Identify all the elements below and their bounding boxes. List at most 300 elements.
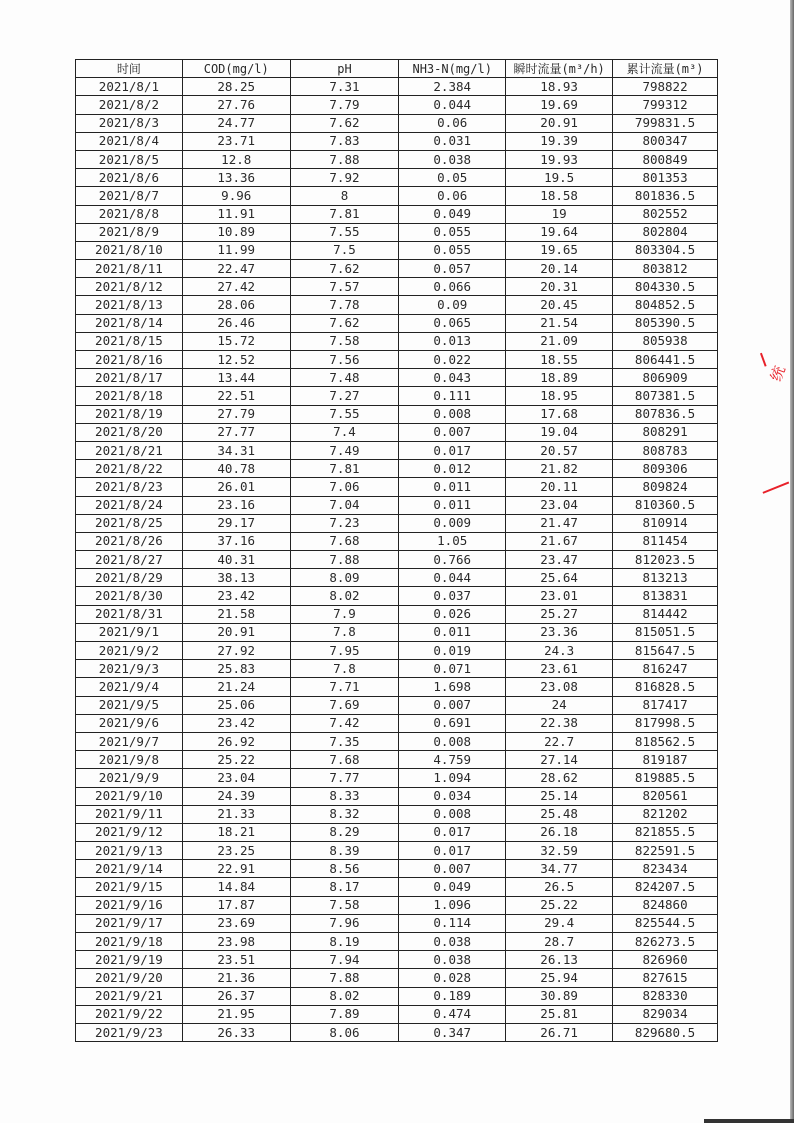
cell-instant-flow: 23.47	[506, 551, 613, 569]
cell-cumulative-flow: 809306	[613, 460, 718, 478]
cell-cumulative-flow: 814442	[613, 605, 718, 623]
cell-cumulative-flow: 813831	[613, 587, 718, 605]
cell-ph: 8.06	[290, 1023, 399, 1041]
cell-nh3n: 0.017	[399, 842, 506, 860]
table-row	[76, 387, 718, 405]
table-row	[76, 587, 718, 605]
cell-nh3n: 0.044	[399, 569, 506, 587]
cell-date: 2021/9/6	[76, 714, 183, 732]
cell-instant-flow: 19.64	[506, 223, 613, 241]
table-row	[76, 132, 718, 150]
cell-nh3n: 0.007	[399, 860, 506, 878]
cell-instant-flow: 19.93	[506, 150, 613, 168]
table-row	[76, 405, 718, 423]
cell-date: 2021/8/22	[76, 460, 183, 478]
cell-cumulative-flow: 824860	[613, 896, 718, 914]
cell-ph: 7.5	[290, 241, 399, 259]
cell-nh3n: 0.189	[399, 987, 506, 1005]
cell-date: 2021/9/7	[76, 732, 183, 750]
table-row	[76, 933, 718, 951]
cell-instant-flow: 19.39	[506, 132, 613, 150]
cell-nh3n: 0.026	[399, 605, 506, 623]
cell-date: 2021/9/22	[76, 1005, 183, 1023]
cell-cumulative-flow: 820561	[613, 787, 718, 805]
cell-cod: 26.33	[182, 1023, 290, 1041]
cell-date: 2021/8/10	[76, 241, 183, 259]
header-date: 时间	[76, 60, 183, 78]
cell-cumulative-flow: 812023.5	[613, 551, 718, 569]
cell-cod: 12.52	[182, 351, 290, 369]
cell-cumulative-flow: 803812	[613, 260, 718, 278]
cell-date: 2021/9/14	[76, 860, 183, 878]
cell-date: 2021/9/20	[76, 969, 183, 987]
cell-cod: 10.89	[182, 223, 290, 241]
cell-ph: 7.88	[290, 551, 399, 569]
cell-cod: 24.39	[182, 787, 290, 805]
cell-cod: 28.25	[182, 78, 290, 96]
cell-cod: 21.58	[182, 605, 290, 623]
table-row	[76, 1023, 718, 1041]
cell-ph: 7.42	[290, 714, 399, 732]
cell-date: 2021/9/5	[76, 696, 183, 714]
table-row	[76, 478, 718, 496]
cell-instant-flow: 26.18	[506, 823, 613, 841]
cell-ph: 8.29	[290, 823, 399, 841]
cell-ph: 7.95	[290, 642, 399, 660]
header-instant-flow: 瞬时流量(m³/h)	[506, 60, 613, 78]
cell-cumulative-flow: 827615	[613, 969, 718, 987]
cell-cumulative-flow: 821202	[613, 805, 718, 823]
cell-cumulative-flow: 826960	[613, 951, 718, 969]
cell-instant-flow: 19.65	[506, 241, 613, 259]
cell-nh3n: 1.094	[399, 769, 506, 787]
table-row	[76, 514, 718, 532]
cell-ph: 7.23	[290, 514, 399, 532]
cell-nh3n: 0.011	[399, 623, 506, 641]
cell-nh3n: 0.114	[399, 914, 506, 932]
red-seal-stamp	[760, 345, 794, 505]
cell-date: 2021/8/9	[76, 223, 183, 241]
cell-nh3n: 0.019	[399, 642, 506, 660]
cell-instant-flow: 26.13	[506, 951, 613, 969]
cell-cod: 23.42	[182, 714, 290, 732]
cell-instant-flow: 28.62	[506, 769, 613, 787]
cell-cod: 22.51	[182, 387, 290, 405]
cell-nh3n: 0.065	[399, 314, 506, 332]
cell-cumulative-flow: 801836.5	[613, 187, 718, 205]
cell-nh3n: 0.049	[399, 878, 506, 896]
cell-nh3n: 0.06	[399, 114, 506, 132]
cell-ph: 7.9	[290, 605, 399, 623]
table-body	[76, 78, 718, 1042]
cell-ph: 7.92	[290, 169, 399, 187]
cell-ph: 7.88	[290, 969, 399, 987]
cell-date: 2021/9/17	[76, 914, 183, 932]
cell-nh3n: 0.017	[399, 823, 506, 841]
cell-nh3n: 0.055	[399, 223, 506, 241]
cell-nh3n: 0.043	[399, 369, 506, 387]
cell-cumulative-flow: 817417	[613, 696, 718, 714]
cell-ph: 7.58	[290, 896, 399, 914]
table-row	[76, 96, 718, 114]
cell-date: 2021/8/3	[76, 114, 183, 132]
cell-cod: 29.17	[182, 514, 290, 532]
table-row	[76, 551, 718, 569]
cell-instant-flow: 19.04	[506, 423, 613, 441]
cell-ph: 7.8	[290, 623, 399, 641]
cell-ph: 7.35	[290, 732, 399, 750]
cell-instant-flow: 22.38	[506, 714, 613, 732]
table-row	[76, 605, 718, 623]
cell-date: 2021/8/26	[76, 532, 183, 550]
header-nh3n: NH3-N(mg/l)	[399, 60, 506, 78]
cell-cod: 28.06	[182, 296, 290, 314]
table-row	[76, 423, 718, 441]
cell-ph: 8	[290, 187, 399, 205]
cell-cod: 22.47	[182, 260, 290, 278]
cell-date: 2021/9/10	[76, 787, 183, 805]
cell-cumulative-flow: 825544.5	[613, 914, 718, 932]
cell-ph: 8.39	[290, 842, 399, 860]
cell-instant-flow: 29.4	[506, 914, 613, 932]
cell-cumulative-flow: 824207.5	[613, 878, 718, 896]
table-row	[76, 787, 718, 805]
cell-ph: 7.55	[290, 223, 399, 241]
cell-cod: 34.31	[182, 441, 290, 459]
cell-nh3n: 0.474	[399, 1005, 506, 1023]
header-cumulative-flow: 累计流量(m³)	[613, 60, 718, 78]
cell-instant-flow: 32.59	[506, 842, 613, 860]
cell-ph: 7.56	[290, 351, 399, 369]
cell-instant-flow: 18.55	[506, 351, 613, 369]
cell-cumulative-flow: 819187	[613, 751, 718, 769]
cell-instant-flow: 17.68	[506, 405, 613, 423]
table-row	[76, 878, 718, 896]
cell-date: 2021/8/16	[76, 351, 183, 369]
cell-ph: 7.04	[290, 496, 399, 514]
cell-date: 2021/8/8	[76, 205, 183, 223]
cell-cumulative-flow: 802552	[613, 205, 718, 223]
table-row	[76, 369, 718, 387]
table-row	[76, 642, 718, 660]
cell-cod: 23.98	[182, 933, 290, 951]
cell-cumulative-flow: 809824	[613, 478, 718, 496]
cell-ph: 8.32	[290, 805, 399, 823]
header-cod: COD(mg/l)	[182, 60, 290, 78]
cell-ph: 8.02	[290, 987, 399, 1005]
cell-cod: 14.84	[182, 878, 290, 896]
cell-date: 2021/9/21	[76, 987, 183, 1005]
cell-instant-flow: 18.58	[506, 187, 613, 205]
cell-nh3n: 0.691	[399, 714, 506, 732]
cell-cumulative-flow: 822591.5	[613, 842, 718, 860]
cell-instant-flow: 20.91	[506, 114, 613, 132]
cell-instant-flow: 21.54	[506, 314, 613, 332]
cell-instant-flow: 20.31	[506, 278, 613, 296]
table-row	[76, 860, 718, 878]
cell-instant-flow: 18.89	[506, 369, 613, 387]
cell-cumulative-flow: 811454	[613, 532, 718, 550]
cell-cumulative-flow: 816247	[613, 660, 718, 678]
table-row	[76, 696, 718, 714]
table-row	[76, 351, 718, 369]
cell-cumulative-flow: 799831.5	[613, 114, 718, 132]
cell-ph: 7.48	[290, 369, 399, 387]
cell-date: 2021/8/31	[76, 605, 183, 623]
cell-nh3n: 0.071	[399, 660, 506, 678]
table-row	[76, 187, 718, 205]
cell-nh3n: 0.028	[399, 969, 506, 987]
table-row	[76, 314, 718, 332]
cell-cod: 21.36	[182, 969, 290, 987]
table-row	[76, 914, 718, 932]
cell-date: 2021/8/5	[76, 150, 183, 168]
cell-date: 2021/8/7	[76, 187, 183, 205]
cell-nh3n: 0.055	[399, 241, 506, 259]
table-row	[76, 78, 718, 96]
cell-cumulative-flow: 807836.5	[613, 405, 718, 423]
cell-date: 2021/8/29	[76, 569, 183, 587]
cell-ph: 7.78	[290, 296, 399, 314]
cell-cod: 26.37	[182, 987, 290, 1005]
cell-date: 2021/8/11	[76, 260, 183, 278]
cell-date: 2021/8/13	[76, 296, 183, 314]
cell-nh3n: 0.06	[399, 187, 506, 205]
cell-cod: 27.77	[182, 423, 290, 441]
cell-instant-flow: 23.36	[506, 623, 613, 641]
cell-cod: 40.31	[182, 551, 290, 569]
cell-instant-flow: 26.5	[506, 878, 613, 896]
cell-nh3n: 0.008	[399, 405, 506, 423]
table-row	[76, 441, 718, 459]
cell-cod: 26.46	[182, 314, 290, 332]
cell-date: 2021/8/6	[76, 169, 183, 187]
cell-date: 2021/9/19	[76, 951, 183, 969]
table-row	[76, 896, 718, 914]
cell-nh3n: 4.759	[399, 751, 506, 769]
cell-ph: 7.69	[290, 696, 399, 714]
cell-ph: 7.81	[290, 205, 399, 223]
cell-nh3n: 0.009	[399, 514, 506, 532]
cell-date: 2021/9/12	[76, 823, 183, 841]
table-row	[76, 732, 718, 750]
cell-nh3n: 0.034	[399, 787, 506, 805]
cell-instant-flow: 21.47	[506, 514, 613, 532]
cell-cod: 37.16	[182, 532, 290, 550]
cell-ph: 7.94	[290, 951, 399, 969]
table-row	[76, 496, 718, 514]
cell-cod: 9.96	[182, 187, 290, 205]
cell-nh3n: 0.038	[399, 150, 506, 168]
cell-ph: 7.4	[290, 423, 399, 441]
table-row	[76, 169, 718, 187]
cell-cumulative-flow: 815647.5	[613, 642, 718, 660]
cell-cod: 17.87	[182, 896, 290, 914]
cell-cumulative-flow: 804330.5	[613, 278, 718, 296]
cell-cumulative-flow: 802804	[613, 223, 718, 241]
table-row	[76, 951, 718, 969]
table-row	[76, 332, 718, 350]
cell-ph: 7.79	[290, 96, 399, 114]
cell-instant-flow: 30.89	[506, 987, 613, 1005]
cell-cumulative-flow: 829680.5	[613, 1023, 718, 1041]
stamp-arc-bottom	[759, 472, 789, 494]
cell-nh3n: 0.007	[399, 696, 506, 714]
cell-instant-flow: 27.14	[506, 751, 613, 769]
cell-ph: 7.62	[290, 260, 399, 278]
cell-cumulative-flow: 829034	[613, 1005, 718, 1023]
cell-date: 2021/8/1	[76, 78, 183, 96]
cell-date: 2021/8/20	[76, 423, 183, 441]
cell-cod: 25.22	[182, 751, 290, 769]
cell-date: 2021/9/8	[76, 751, 183, 769]
cell-cod: 27.79	[182, 405, 290, 423]
cell-cod: 27.92	[182, 642, 290, 660]
cell-nh3n: 0.007	[399, 423, 506, 441]
cell-ph: 8.19	[290, 933, 399, 951]
table-row	[76, 569, 718, 587]
cell-nh3n: 0.013	[399, 332, 506, 350]
cell-date: 2021/8/18	[76, 387, 183, 405]
cell-cumulative-flow: 804852.5	[613, 296, 718, 314]
cell-cod: 38.13	[182, 569, 290, 587]
cell-date: 2021/9/13	[76, 842, 183, 860]
table-row	[76, 751, 718, 769]
cell-ph: 7.49	[290, 441, 399, 459]
cell-ph: 8.09	[290, 569, 399, 587]
cell-ph: 7.71	[290, 678, 399, 696]
cell-cumulative-flow: 800347	[613, 132, 718, 150]
cell-date: 2021/9/11	[76, 805, 183, 823]
cell-date: 2021/8/15	[76, 332, 183, 350]
cell-cumulative-flow: 801353	[613, 169, 718, 187]
cell-nh3n: 0.031	[399, 132, 506, 150]
cell-instant-flow: 20.45	[506, 296, 613, 314]
cell-ph: 7.8	[290, 660, 399, 678]
cell-cod: 27.76	[182, 96, 290, 114]
cell-nh3n: 2.384	[399, 78, 506, 96]
table-row	[76, 842, 718, 860]
cell-cod: 18.21	[182, 823, 290, 841]
cell-date: 2021/9/23	[76, 1023, 183, 1041]
cell-nh3n: 0.766	[399, 551, 506, 569]
cell-ph: 7.89	[290, 1005, 399, 1023]
cell-cod: 21.95	[182, 1005, 290, 1023]
cell-instant-flow: 18.95	[506, 387, 613, 405]
cell-instant-flow: 25.64	[506, 569, 613, 587]
monitoring-data-table	[75, 59, 718, 1042]
cell-nh3n: 0.057	[399, 260, 506, 278]
cell-date: 2021/8/30	[76, 587, 183, 605]
cell-nh3n: 0.017	[399, 441, 506, 459]
cell-nh3n: 0.05	[399, 169, 506, 187]
table-header-row	[76, 60, 718, 78]
table-row	[76, 714, 718, 732]
cell-cod: 40.78	[182, 460, 290, 478]
cell-cod: 13.36	[182, 169, 290, 187]
table-row	[76, 278, 718, 296]
cell-cod: 23.71	[182, 132, 290, 150]
cell-cumulative-flow: 813213	[613, 569, 718, 587]
cell-cod: 25.83	[182, 660, 290, 678]
cell-instant-flow: 23.01	[506, 587, 613, 605]
table-row	[76, 805, 718, 823]
cell-cumulative-flow: 815051.5	[613, 623, 718, 641]
table-row	[76, 260, 718, 278]
cell-cod: 26.01	[182, 478, 290, 496]
cell-cumulative-flow: 806441.5	[613, 351, 718, 369]
cell-nh3n: 0.022	[399, 351, 506, 369]
cell-instant-flow: 20.11	[506, 478, 613, 496]
cell-cumulative-flow: 826273.5	[613, 933, 718, 951]
cell-instant-flow: 34.77	[506, 860, 613, 878]
cell-instant-flow: 23.08	[506, 678, 613, 696]
cell-ph: 7.96	[290, 914, 399, 932]
cell-cumulative-flow: 818562.5	[613, 732, 718, 750]
cell-cumulative-flow: 810914	[613, 514, 718, 532]
cell-cod: 23.69	[182, 914, 290, 932]
cell-cod: 11.91	[182, 205, 290, 223]
cell-nh3n: 0.011	[399, 496, 506, 514]
table-row	[76, 660, 718, 678]
cell-ph: 7.57	[290, 278, 399, 296]
cell-instant-flow: 19	[506, 205, 613, 223]
cell-cod: 15.72	[182, 332, 290, 350]
scan-border	[790, 0, 794, 1123]
cell-instant-flow: 23.04	[506, 496, 613, 514]
cell-nh3n: 1.096	[399, 896, 506, 914]
cell-date: 2021/8/14	[76, 314, 183, 332]
cell-date: 2021/8/2	[76, 96, 183, 114]
cell-nh3n: 1.05	[399, 532, 506, 550]
cell-ph: 7.62	[290, 114, 399, 132]
table-row	[76, 241, 718, 259]
table-row	[76, 969, 718, 987]
cell-ph: 7.81	[290, 460, 399, 478]
cell-cod: 23.51	[182, 951, 290, 969]
cell-date: 2021/8/21	[76, 441, 183, 459]
cell-date: 2021/9/3	[76, 660, 183, 678]
header-ph: pH	[290, 60, 399, 78]
cell-ph: 7.77	[290, 769, 399, 787]
cell-date: 2021/9/4	[76, 678, 183, 696]
cell-instant-flow: 28.7	[506, 933, 613, 951]
cell-cod: 27.42	[182, 278, 290, 296]
cell-cumulative-flow: 821855.5	[613, 823, 718, 841]
cell-date: 2021/9/9	[76, 769, 183, 787]
cell-cumulative-flow: 803304.5	[613, 241, 718, 259]
cell-nh3n: 0.011	[399, 478, 506, 496]
cell-instant-flow: 19.5	[506, 169, 613, 187]
table-row	[76, 532, 718, 550]
cell-cumulative-flow: 819885.5	[613, 769, 718, 787]
cell-nh3n: 1.698	[399, 678, 506, 696]
cell-ph: 8.56	[290, 860, 399, 878]
cell-date: 2021/9/2	[76, 642, 183, 660]
cell-nh3n: 0.008	[399, 732, 506, 750]
cell-instant-flow: 20.57	[506, 441, 613, 459]
cell-instant-flow: 25.27	[506, 605, 613, 623]
cell-instant-flow: 26.71	[506, 1023, 613, 1041]
cell-nh3n: 0.09	[399, 296, 506, 314]
cell-date: 2021/9/18	[76, 933, 183, 951]
scan-corner-mark	[704, 1119, 794, 1123]
cell-ph: 7.88	[290, 150, 399, 168]
stamp-glyph: 统	[766, 363, 790, 384]
cell-instant-flow: 21.67	[506, 532, 613, 550]
cell-nh3n: 0.038	[399, 933, 506, 951]
cell-cumulative-flow: 816828.5	[613, 678, 718, 696]
